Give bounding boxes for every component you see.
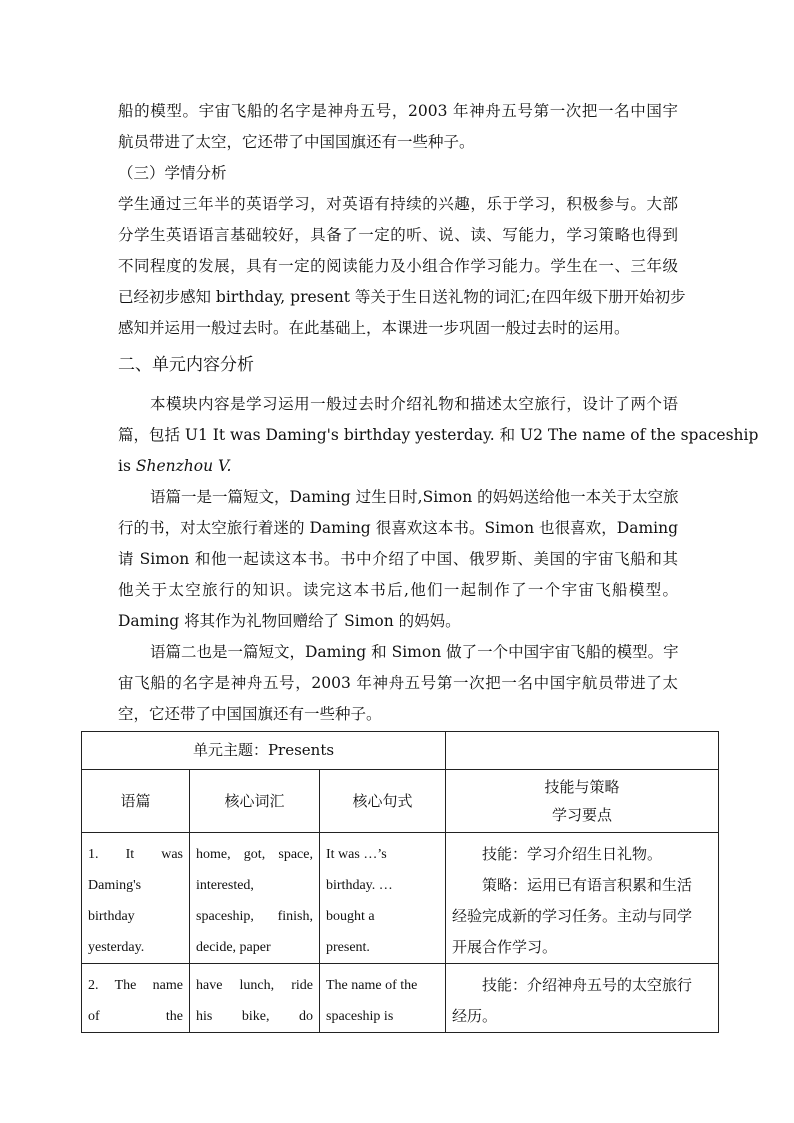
cell-text	[82, 833, 190, 964]
paragraph-line: 语篇一是一篇短文，Daming 过生日时,Simon 的妈妈送给他一本关于太空旅	[150, 488, 679, 506]
header-vocab	[190, 770, 320, 833]
header-label: 核心词汇	[224, 791, 285, 810]
cell-line: birthday	[88, 909, 135, 924]
cell-line: interested,	[196, 878, 254, 893]
cell-line: yesterday.	[88, 940, 145, 955]
cell-line: 技能：学习介绍生日礼物。	[482, 845, 663, 863]
paragraph-line: 语篇二也是一篇短文，Daming 和 Simon 做了一个中国宇宙飞船的模型。宇	[150, 643, 679, 661]
cell-line: 1. It was	[88, 847, 183, 862]
cell-line: 经历。	[452, 1007, 498, 1025]
cell-line: spaceship, finish,	[196, 909, 313, 924]
cell-line: home, got, space,	[196, 847, 313, 862]
spaceship-name: Shenzhou V.	[135, 457, 232, 475]
header-label: 学习要点	[552, 806, 613, 824]
table-header-row	[82, 770, 719, 833]
header-points	[446, 770, 719, 833]
paragraph-line: 篇，包括 U1 It was Daming's birthday yesterday. 和 U2 The name of the spaceship	[118, 426, 759, 444]
cell-text	[82, 964, 190, 1033]
cell-points	[446, 833, 719, 964]
paragraph-line: 行的书，对太空旅行着迷的 Daming 很喜欢这本书。Simon 也很喜欢，Daming	[118, 519, 678, 537]
table-theme-row	[82, 732, 719, 770]
cell-line: decide, paper	[196, 940, 271, 955]
header-text	[82, 770, 190, 833]
table-row	[82, 833, 719, 964]
paragraph-line: 空，它还带了中国国旗还有一些种子。	[118, 705, 382, 723]
paragraph-line: 船的模型。宇宙飞船的名字是神舟五号，2003 年神舟五号第一次把一名中国宇	[118, 102, 678, 120]
paragraph-line: 本模块内容是学习运用一般过去时介绍礼物和描述太空旅行，设计了两个语	[150, 395, 678, 413]
cell-line: Daming's	[88, 878, 142, 893]
cell-sentence	[320, 833, 446, 964]
cell-line: The name of the	[326, 978, 418, 993]
paragraph-line	[118, 456, 678, 476]
cell-line: birthday. …	[326, 878, 393, 893]
cell-vocab	[190, 833, 320, 964]
unit-theme: 单元主题：Presents	[192, 741, 335, 759]
paragraph-line: 航员带进了太空，它还带了中国国旗还有一些种子。	[118, 133, 475, 151]
cell-points	[446, 964, 719, 1033]
cell-line: 2. The name	[88, 978, 183, 993]
cell-line: 经验完成新的学习任务。主动与同学	[452, 907, 693, 925]
section-heading: 二、单元内容分析	[118, 355, 254, 375]
cell-line: 技能：介绍神舟五号的太空旅行	[482, 976, 693, 994]
paragraph-line: 学生通过三年半的英语学习，对英语有持续的兴趣，乐于学习，积极参与。大部	[118, 195, 678, 213]
paragraph-line: 分学生英语语言基础较好，具备了一定的听、说、读、写能力，学习策略也得到	[118, 226, 678, 244]
paragraph-line: 请 Simon 和他一起读这本书。书中介绍了中国、俄罗斯、美国的宇宙飞船和其	[118, 550, 678, 568]
theme-row-spacer	[446, 732, 719, 770]
paragraph-line: Daming 将其作为礼物回赠给了 Simon 的妈妈。	[118, 612, 461, 630]
subsection-heading: （三）学情分析	[118, 164, 227, 182]
cell-line: his bike, do	[196, 1009, 313, 1024]
cell-line: 开展合作学习。	[452, 938, 558, 956]
paragraph-fragment: is	[118, 457, 136, 475]
cell-line: bought a	[326, 909, 375, 924]
paragraph-line: 不同程度的发展，具有一定的阅读能力及小组合作学习能力。学生在一、三年级	[118, 257, 678, 275]
cell-line: present.	[326, 940, 370, 955]
header-label: 语篇	[120, 791, 151, 810]
table-row	[82, 964, 719, 1033]
paragraph-line: 宙飞船的名字是神舟五号，2003 年神舟五号第一次把一名中国宇航员带进了太	[118, 674, 678, 692]
cell-sentence	[320, 964, 446, 1033]
cell-vocab	[190, 964, 320, 1033]
paragraph-line: 感知并运用一般过去时。在此基础上，本课进一步巩固一般过去时的运用。	[118, 319, 630, 337]
cell-line: 策略：运用已有语言积累和生活	[482, 876, 693, 894]
unit-plan-table	[81, 731, 719, 1033]
cell-line: spaceship is	[326, 1009, 394, 1024]
cell-line: It was …’s	[326, 847, 387, 862]
paragraph-line: 已经初步感知 birthday, present 等关于生日送礼物的词汇;在四年级下册开始初步	[118, 288, 686, 306]
cell-line: of the	[88, 1009, 183, 1024]
header-sentence	[320, 770, 446, 833]
paragraph-line: 他关于太空旅行的知识。读完这本书后,他们一起制作了一个宇宙飞船模型。	[118, 581, 678, 599]
header-label: 技能与策略	[544, 778, 620, 796]
cell-line: have lunch, ride	[196, 978, 313, 993]
header-label: 核心句式	[352, 791, 413, 810]
unit-theme-cell	[82, 732, 446, 770]
